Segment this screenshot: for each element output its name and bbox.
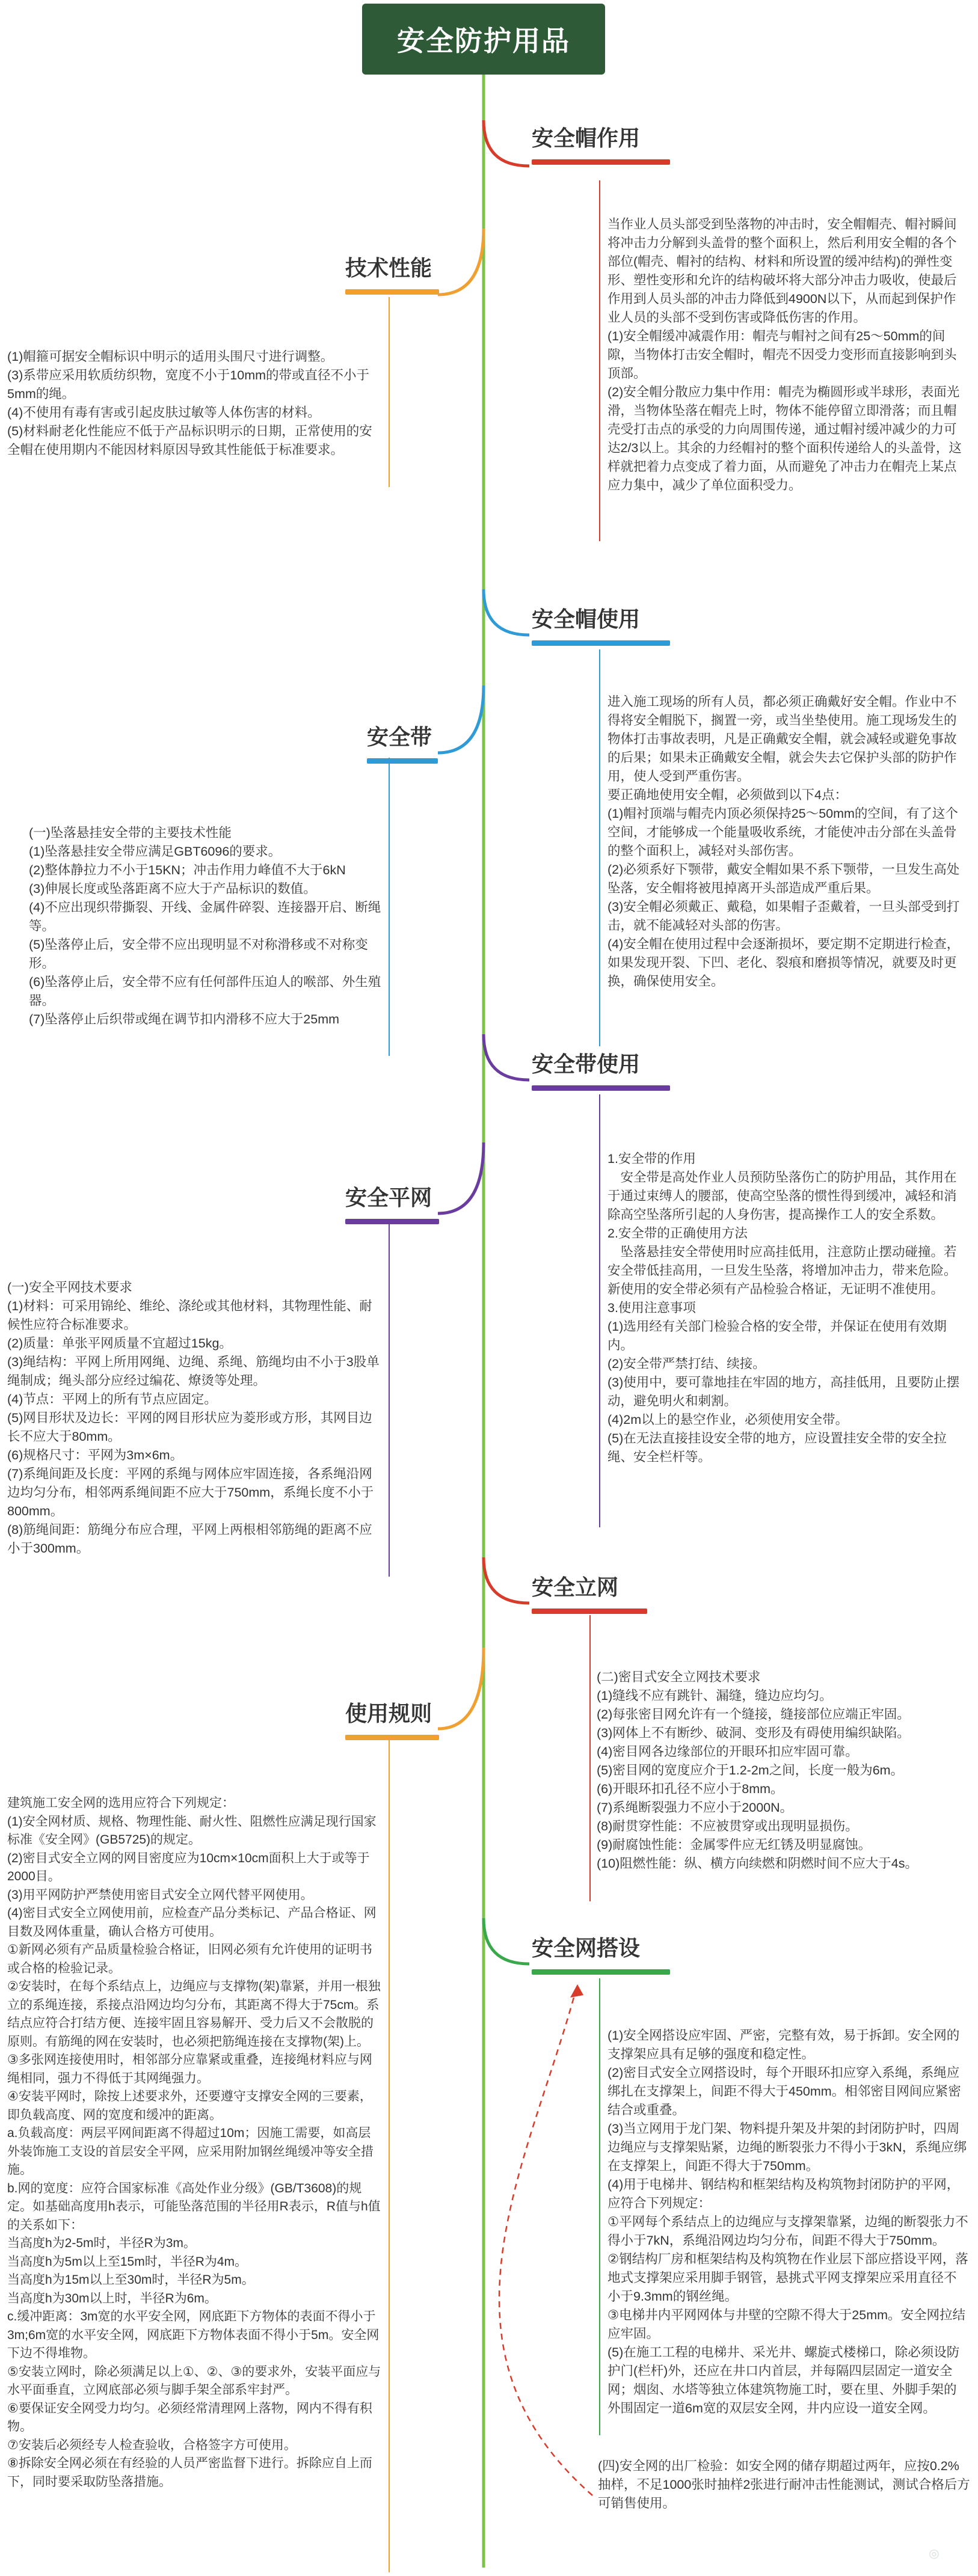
topic-underline <box>532 1969 670 1975</box>
relation-arrowhead <box>570 1984 583 1998</box>
note-belt-use: 1.安全带的作用 安全带是高处作业人员预防坠落伤亡的防护用品，其作用在于通过束缚人的腰部，使高空坠落的惯性得到缓冲，减轻和消除高空坠落所引起的人身伤害，提高操作工人的安全系数。 2.安全带的正确使用方法 坠落悬挂安全带使用时应高挂低用，注意防止摆动碰撞。若安全带低挂高用，一旦发生坠落，将增加冲击力，带来危险。新使用的安全带必须有产品检验合格证，无证明不准使用。 3.使用注意事项 (1)选用经有关部门检验合格的安全带，并保证在使用有效期内。 (2)安全带严禁打结、续接。 (3)使用中，要可靠地挂在牢固的地方，高挂低用，且要防止摆动，避免明火和刺割。 (4)2m以上的悬空作业，必须使用安全带。 (5)在无法直接挂设安全带的地方，应设置挂安全带的安全拉绳、安全栏杆等。 <box>607 1152 960 1464</box>
connector-rules <box>438 1648 484 1729</box>
topic-underline <box>532 1608 647 1614</box>
connector-netsetup <box>484 1918 529 1964</box>
connector-belt-use <box>484 1034 529 1080</box>
topic-tech-title: 技术性能 <box>345 256 432 280</box>
note-inspect: (四)安全网的出厂检验：如安全网的储存期超过两年，应按0.2%抽样，不足1000张时抽样2张进行耐冲击性能测试，测试合格后方可销售使用。 <box>598 2459 970 2510</box>
connector-tech <box>438 228 484 295</box>
note-flatnet: (一)安全平网技术要求 (1)材料：可采用锦纶、维纶、涤纶或其他材料，其物理性能、耐候性应符合标准要求。 (2)质量：单张平网质量不宜超过15kg。 (3)绳结构：平网上所用网绳、边绳、系绳、筋绳均由不小于3股单绳制成；绳头部分应经过编花、燎烫等处理。 (4)节点：平网上的所有节点应固定。 (5)网目形状及边长：平网的网目形状应为菱形或方形，其网目边长不应大于80mm。 (6)规格尺寸：平网为3m×6m。 (7)系绳间距及长度：平网的系绳与网体应牢固连接，各系绳沿网边均匀分布，相邻两系绳间距不应大于750mm，系绳长度不小于800mm。 (8)筋绳间距：筋绳分布应合理，平网上两根相邻筋绳的距离不应小于300mm。 <box>7 1280 380 1556</box>
topic-vnet[interactable] <box>532 1571 647 1614</box>
connector-vnet <box>484 1557 529 1603</box>
topic-netsetup[interactable] <box>532 1931 670 1975</box>
topic-flatnet[interactable] <box>345 1181 439 1224</box>
watermark-logo-icon: ◎ <box>929 2547 940 2560</box>
note-bracket <box>599 649 600 1046</box>
note-bracket <box>599 180 600 541</box>
note-bracket <box>389 758 390 1056</box>
topic-underline <box>532 1085 670 1091</box>
topic-underline <box>532 159 670 165</box>
connector-flatnet <box>438 1142 484 1213</box>
topic-rules[interactable] <box>345 1697 439 1740</box>
topic-belt-use[interactable] <box>532 1047 670 1091</box>
note-bracket <box>599 1094 600 1527</box>
topic-underline <box>345 289 439 295</box>
topic-belt-use-title: 安全带使用 <box>532 1052 641 1076</box>
note-vnet: (二)密目式安全立网技术要求 (1)缝线不应有跳针、漏缝，缝边应均匀。 (2)每张密目网允许有一个缝接，缝接部位应端正牢固。 (3)网体上不有断纱、破洞、变形及有碍使用编织缺陷。 (4)密目网各边缘部位的开眼环扣应牢固可靠。 (5)密目网的宽度应介于1.2-2m之间，长度一般为6m。 (6)开眼环扣孔径不应小于8mm。 (7)系绳断裂强力不应小于2000N。 (8)耐贯穿性能：不应被贯穿或出现明显损伤。 (9)耐腐蚀性能：金属零件应无红锈及明显腐蚀。 (10)阻燃性能：纵、横方向续燃和阴燃时间不应大于4s。 <box>597 1670 918 1871</box>
note-bracket <box>389 297 390 487</box>
note-tech: (1)帽箍可据安全帽标识中明示的适用头围尺寸进行调整。 (3)系带应采用软质纺织物，宽度不小于10mm的带或直径不小于5mm的绳。 (4)不使用有毒有害或引起皮肤过敏等人体伤害的材料。 (5)材料耐老化性能应不低于产品标识明示的日期，正常使用的安全帽在使用期内不能因材料原因导致其性能低于标准要求。 <box>7 349 372 457</box>
topic-underline <box>367 758 438 764</box>
note-rules: 建筑施工安全网的选用应符合下列规定： (1)安全网材质、规格、物理性能、耐火性、阻燃性应满足现行国家标准《安全网》(GB5725)的规定。 (2)密目式安全立网的网目密度应为10cm×10cm面积上大于或等于2000目。 (3)用平网防护严禁使用密目式安全立网代替平网使用。 (4)密目式安全立网使用前，应检查产品分类标记、产品合格证、网目数及网体重量，确认合格方可使用。 ①新网必须有产品质量检验合格证，旧网必须有允许使用的证明书或合格的检验记录。 ②安装时，在每个系结点上，边绳应与支撑物(架)靠紧，并用一根独立的系绳连接，系接点沿网边均匀分布，其距离不得大于75cm。系结点应符合打结方便、连接牢固且容易解开、受力后又不会散脱的原则。有筋绳的网在安装时，也必须把筋绳连接在支撑物(架)上。 ③多张网连接使用时，相邻部分应靠紧或重叠，连接绳材料应与网绳相同，强力不得低于其网绳强力。 ④安装平网时，除按上述要求外，还要遵守支撑安全网的三要素，即负载高度、网的宽度和缓冲的距离。 a.负载高度：两层平网间距离不得超过10m；因施工需要，如高层外装饰施工支设的首层安全平网，应采用附加钢丝绳缓冲等安全措施。 b.网的宽度：应符合国家标准《高处作业分级》(GB/T3608)的规定。如基础高度用h表示，可能坠落范围的半径用R表示，R值与h值的关系如下： 当高度h为2-5m时，半径R为3m。 当高度h为5m以上至15m时，半径R为4m。 当高度h为15m以上至30m时，半径R为5m。 当高度h为30m以上时，半径R为6m。 c.缓冲距离：3m宽的水平安全网，网底距下方物体的表面不得小于3m;6m宽的水平安全网，网底距下方物体表面不得小于5m。安全网下边不得堆物。 ⑤安装立网时，除必须满足以上①、②、③的要求外，安装平面应与水平面垂直，立网底部必须与脚手架全部系牢封严。 ⑥要保证安全网受力均匀。必须经常清理网上落物，网内不得有积物。 ⑦安装后必须经专人检查验收，合格签字方可使用。 ⑧拆除安全网必须在有经验的人员严密监督下进行。拆除应自上而下，同时要采取防坠落措施。 <box>7 1796 381 2489</box>
topic-netsetup-title: 安全网搭设 <box>532 1936 641 1960</box>
topic-rules-title: 使用规则 <box>345 1701 432 1726</box>
connector-helmet-use <box>484 589 529 635</box>
topic-belt-title: 安全带 <box>367 725 432 749</box>
topic-underline <box>345 1219 439 1224</box>
connector-helmet-effect <box>484 120 529 166</box>
topic-vnet-title: 安全立网 <box>532 1575 619 1599</box>
topic-helmet-use-title: 安全帽使用 <box>532 607 641 631</box>
note-bracket <box>589 1615 591 1901</box>
note-bracket <box>599 1978 600 2435</box>
note-bracket <box>389 1221 390 1577</box>
topic-helmet-effect-title: 安全帽作用 <box>532 126 641 150</box>
topic-helmet-use[interactable] <box>532 603 670 646</box>
relation-arrow <box>499 1984 592 2495</box>
note-helmet-effect: 当作业人员头部受到坠落物的冲击时，安全帽帽壳、帽衬瞬间将冲击力分解到头盖骨的整个面积上，然后利用安全帽的各个部位(帽壳、帽衬的结构、材料和所设置的缓冲结构)的弹性变形、塑性变形和允许的结构破坏将大部分冲击力吸收，使最后作用到人员头部的冲击力降低到4900N以下，从而起到保护作业人员的头部不受到伤害或降低伤害的作用。 (1)安全帽缓冲减震作用：帽壳与帽衬之间有25～50mm的间隙，当物体打击安全帽时，帽壳不因受力变形而直接影响到头顶部。 (2)安全帽分散应力集中作用：帽壳为椭圆形或半球形，表面光滑，当物体坠落在帽壳上时，物体不能停留立即滑落；而且帽壳受打击点的承受的力向周围传递，通过帽衬缓冲减少的力可达2/3以上。其余的力经帽衬的整个面积传递给人的头盖骨，这样就把着力点变成了着力面，从而避免了冲击力在帽壳上某点应力集中，减少了单位面积受力。 <box>607 217 962 492</box>
note-bracket <box>389 1737 390 2572</box>
topic-underline <box>532 640 670 646</box>
note-helmet-use: 进入施工现场的所有人员，都必须正确戴好安全帽。作业中不得将安全帽脱下，搁置一旁，或当坐垫使用。施工现场发生的物体打击事故表明，凡是正确戴安全帽，就会减轻或避免事故的后果；如果未正确戴安全帽，就会失去它保护头部的防护作用，使人受到严重伤害。 要正确地使用安全帽，必须做到以下4点： (1)帽衬顶端与帽壳内顶必须保持25～50mm的空间，有了这个空间，才能够成一个能量吸收系统，才能使冲击分部在头盖骨的整个面积上，减轻对头部伤害。 (2)必须系好下颚带，戴安全帽如果不系下颚带，一旦发生高处坠落，安全帽将被甩掉离开头部造成严重后果。 (3)安全帽必须戴正、戴稳，如果帽子歪戴着，一旦头部受到打击，就不能减轻对头部的伤害。 (4)安全帽在使用过程中会逐渐损坏，要定期不定期进行检查，如果发现开裂、下凹、老化、裂痕和磨损等情况，就要及时更换，确保使用安全。 <box>607 695 960 989</box>
connector-belt <box>438 685 484 753</box>
topic-flatnet-title: 安全平网 <box>345 1185 432 1210</box>
topic-underline <box>345 1735 439 1740</box>
topic-belt[interactable] <box>367 720 438 764</box>
root-topic[interactable]: 安全防护用品 <box>362 4 605 75</box>
topic-tech[interactable] <box>345 251 439 295</box>
note-netsetup: (1)安全网搭设应牢固、严密，完整有效，易于拆卸。安全网的支撑架应具有足够的强度和稳定性。 (2)密目式安全立网搭设时，每个开眼环扣应穿入系绳，系绳应绑扎在支撑架上，间距不得大于450mm。相邻密目网间应紧密结合或重叠。 (3)当立网用于龙门架、物料提升架及井架的封闭防护时，四周边绳应与支撑架贴紧，边绳的断裂张力不得小于3kN，系绳应绑在支撑架上，间距不得大于750mm。 (4)用于电梯井、钢结构和框架结构及构筑物封闭防护的平网，应符合下列规定： ①平网每个系结点上的边绳应与支撑架靠紧，边绳的断裂张力不得小于7kN，系绳沿网边均匀分布，间距不得大于750mm。 ②钢结构厂房和框架结构及构筑物在作业层下部应搭设平网，落地式支撑架应采用脚手钢管，悬挑式平网支撑架应采用直径不小于9.3mm的钢丝绳。 ③电梯井内平网网体与井壁的空隙不得大于25mm。安全网拉结应牢固。 (5)在施工工程的电梯井、采光井、螺旋式楼梯口，除必须设防护门(栏杆)外，还应在井口内首层，并每隔四层固定一道安全网；烟囱、水塔等独立体建筑物施工时，要在里、外脚手架的外围固定一道6m宽的双层安全网，井内应设一道安全网。 <box>607 2028 968 2415</box>
topic-helmet-effect[interactable] <box>532 121 670 165</box>
note-belt: (一)坠落悬挂安全带的主要技术性能 (1)坠落悬挂安全带应满足GBT6096的要求。 (2)整体静拉力不小于15KN；冲击作用力峰值不大于6kN (3)伸展长度或坠落距离不应大于产品标识的数值。 (4)不应出现织带撕裂、开线、金属件碎裂、连接器开启、断绳等。 (5)坠落停止后，安全带不应出现明显不对称滑移或不对称变形。 (6)坠落停止后，安全带不应有任何部件压迫人的喉部、外生殖器。 (7)坠落停止后织带或绳在调节扣内滑移不应大于25mm <box>29 826 381 1026</box>
